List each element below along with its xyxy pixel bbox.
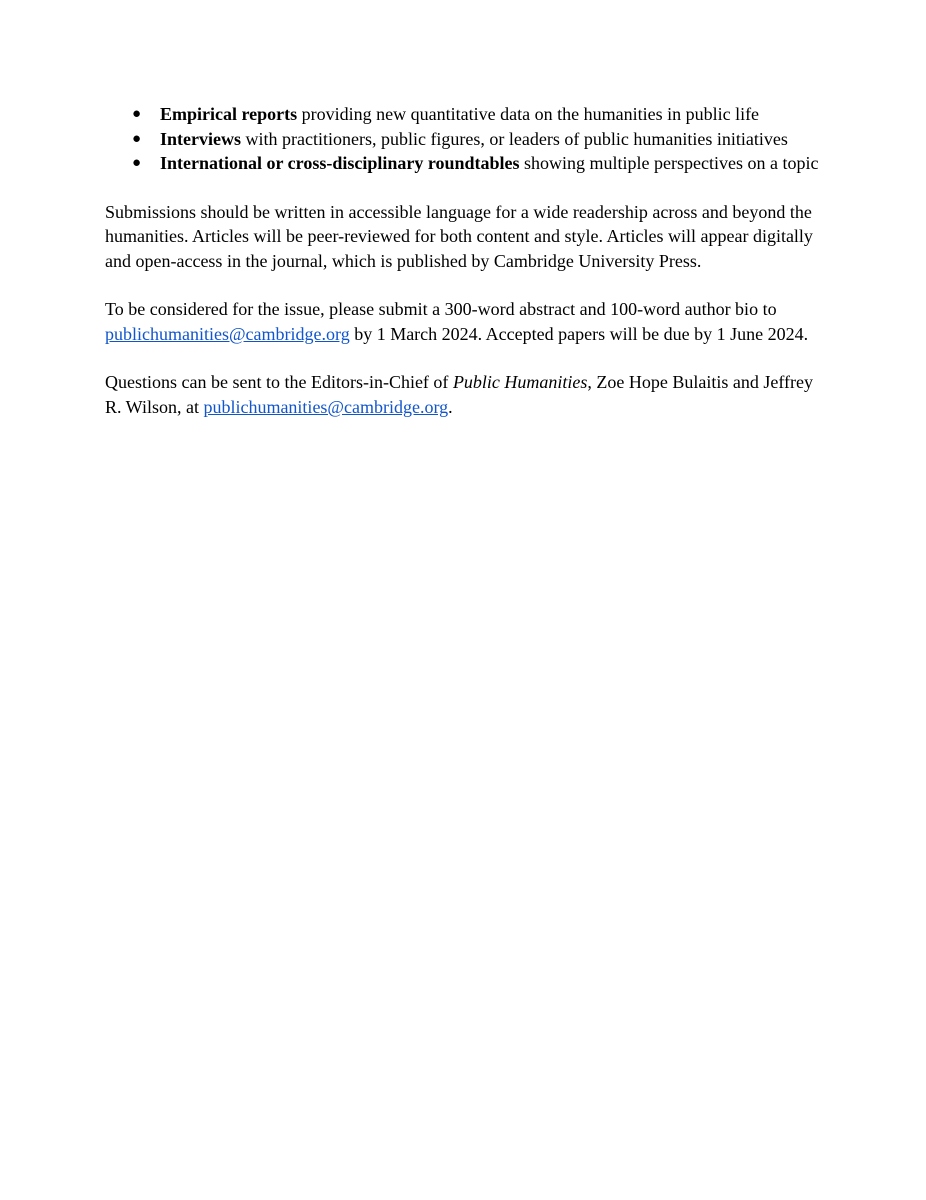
list-item-text: providing new quantitative data on the humanities in public life (297, 104, 760, 124)
list-item-bold: Interviews (160, 128, 241, 149)
list-item (105, 102, 825, 127)
list-item (105, 151, 825, 176)
submission-deadline-paragraph (105, 297, 825, 346)
paragraph-text: To be considered for the issue, please submit a 300-word abstract and 100-word author bio to (105, 299, 777, 319)
journal-title: Public Humanities (452, 372, 588, 392)
bullet-icon: ● (132, 130, 142, 147)
list-item-bold: International or cross-disciplinary roundtables (160, 153, 520, 173)
list-item-text: showing multiple perspectives on a topic (519, 153, 819, 173)
bullet-icon: ● (132, 106, 142, 122)
paragraph-text: by 1 March 2024. Accepted papers will be due by 1 June 2024. (349, 323, 809, 344)
paragraph-text: . (448, 396, 453, 417)
questions-paragraph (105, 370, 825, 419)
submission-types-list (105, 102, 825, 176)
submission-guidelines-paragraph: Submissions should be written in accessible language for a wide readership across and beyond the humanities. Articles will be peer-reviewed for both content and style. Articles will appear digitally and open-access in the journal, which is published by Cambridge University Press. (105, 201, 813, 271)
list-item-bold: Empirical reports (160, 104, 298, 124)
paragraph-text: , Zoe Hope Bulaitis and Jeffrey R. Wilson, at (105, 372, 814, 417)
document-body (105, 102, 825, 419)
paragraph-text: Questions can be sent to the Editors-in-Chief of (105, 372, 453, 392)
list-item (105, 127, 825, 152)
email-link[interactable]: publichumanities@cambridge.org (203, 396, 449, 417)
list-item-text: with practitioners, public figures, or leaders of public humanities initiatives (240, 128, 788, 149)
bullet-icon: ● (132, 155, 142, 171)
email-link[interactable]: publichumanities@cambridge.org (105, 323, 350, 344)
